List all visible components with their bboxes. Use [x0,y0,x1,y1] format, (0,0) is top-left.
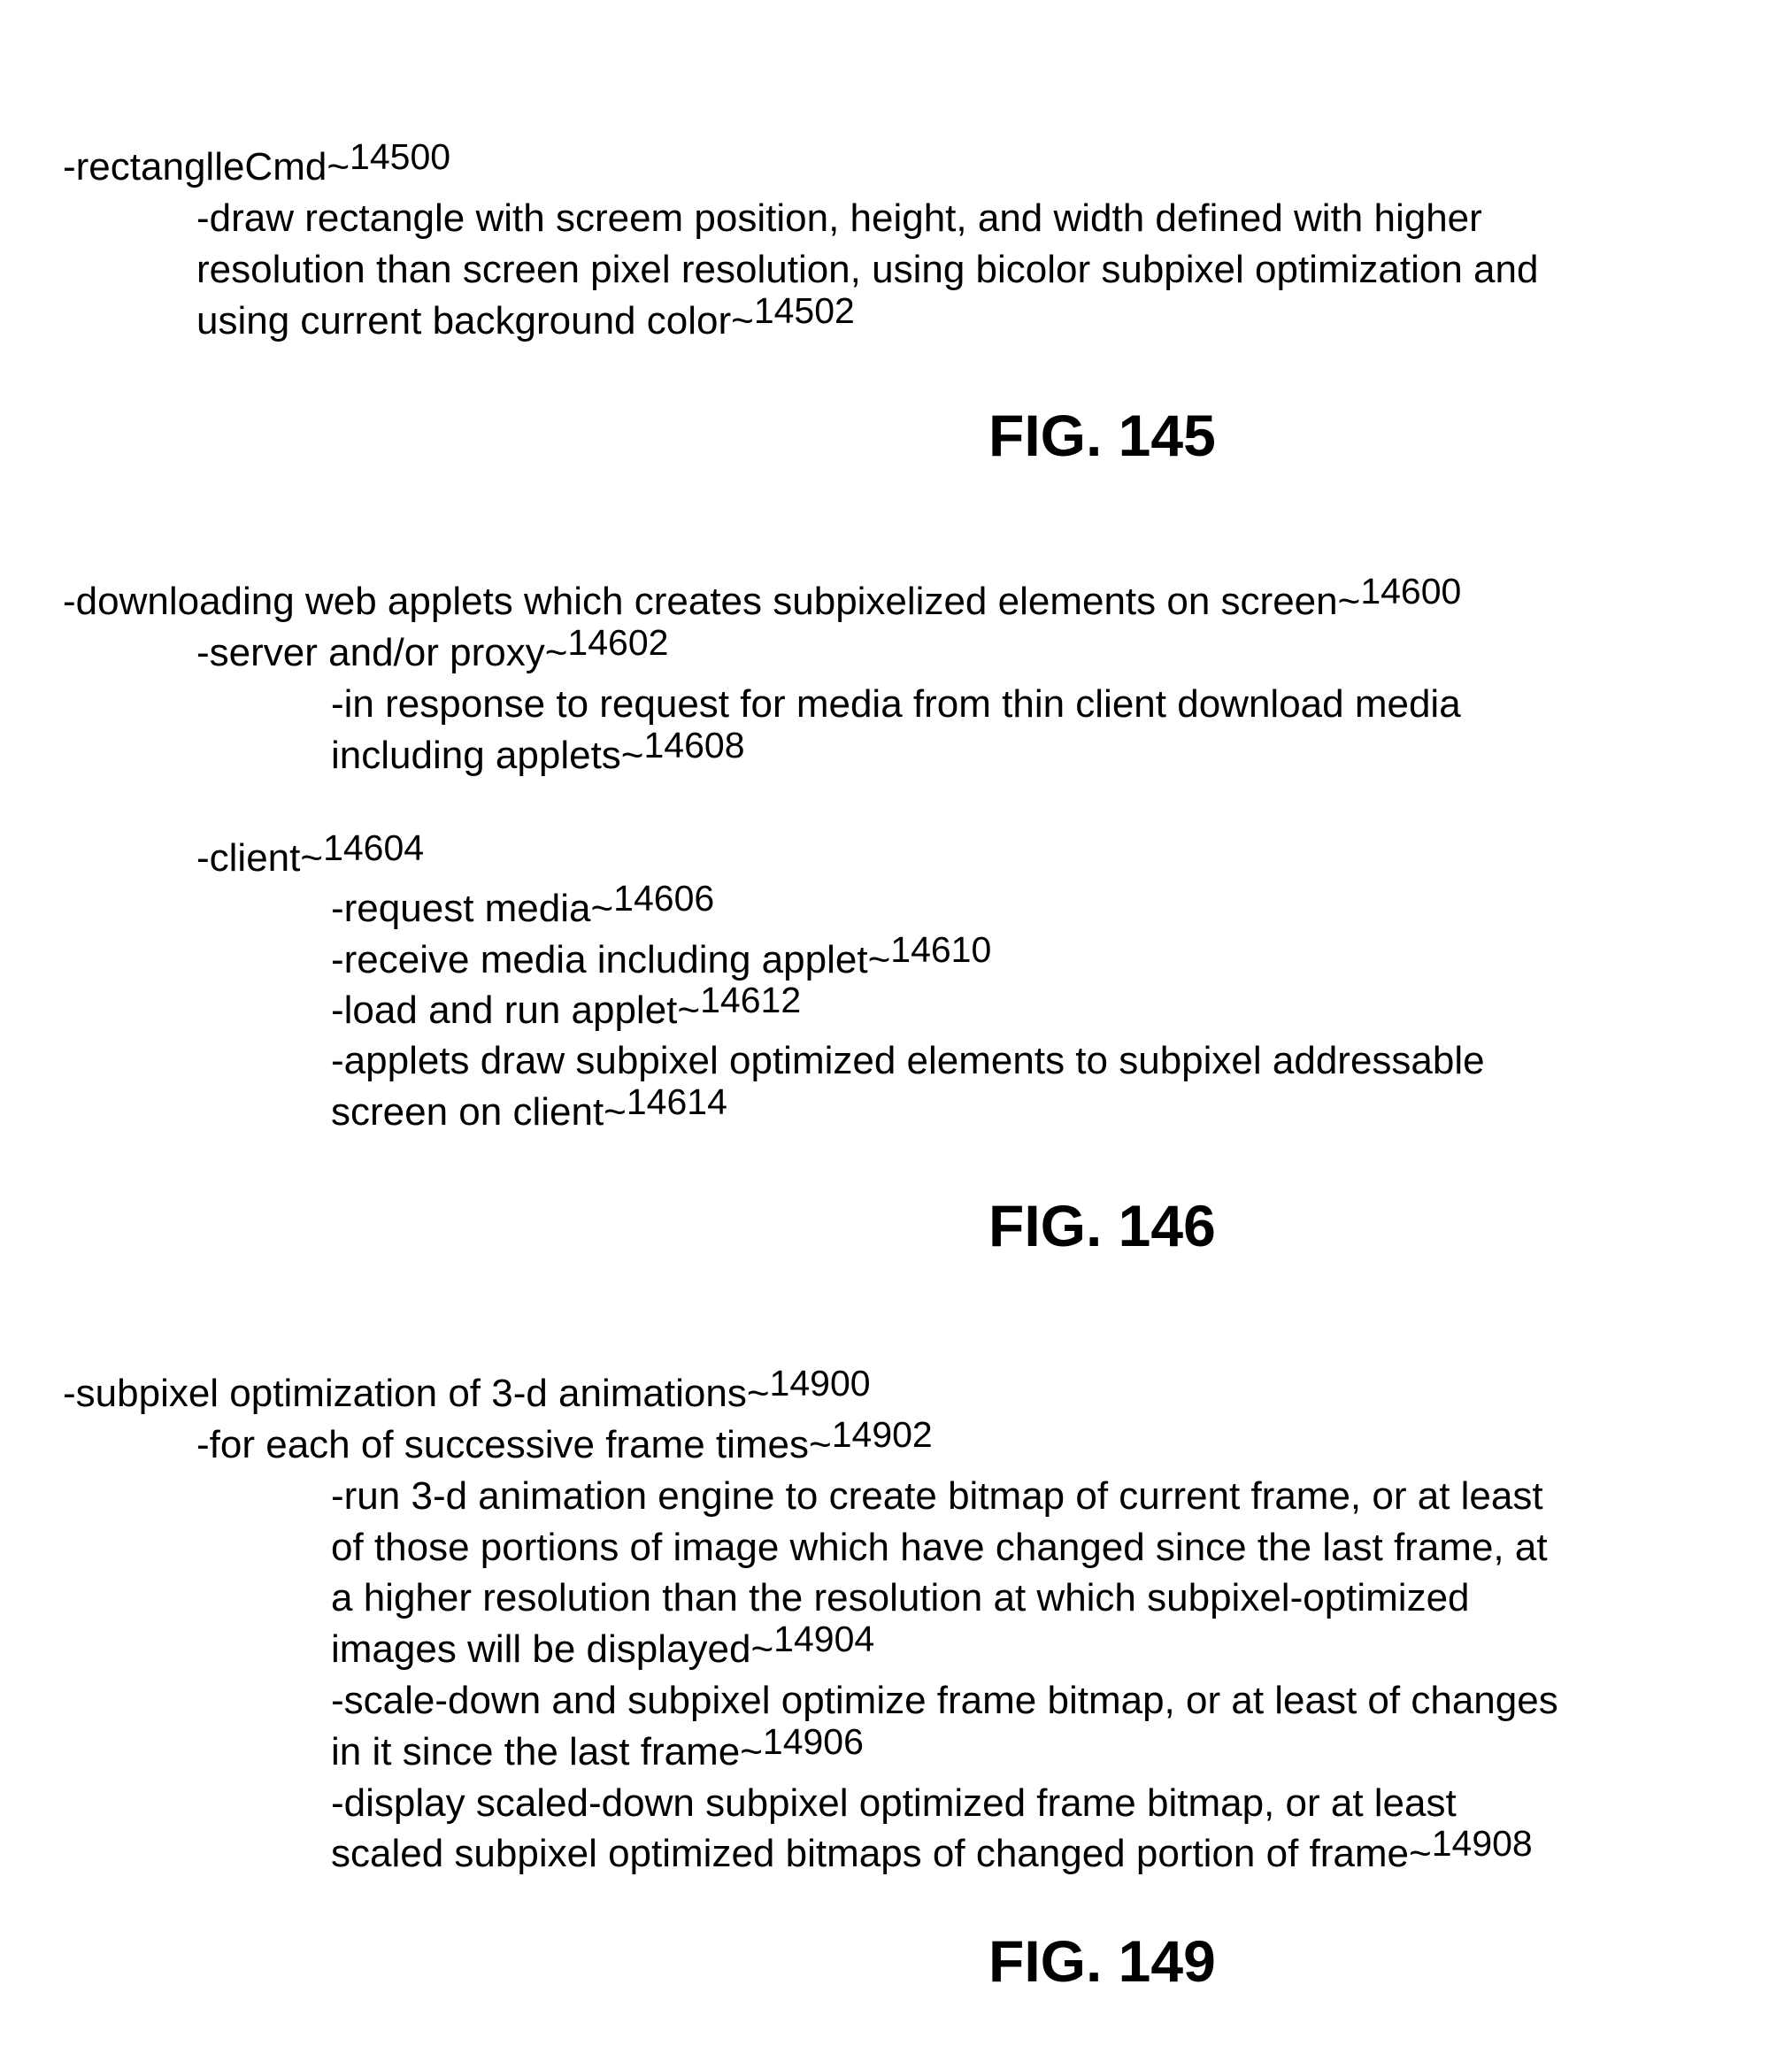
line-text: -rectanglleCmd~ [63,145,350,188]
line-text: -in response to request for media from thin client download media [331,682,1461,726]
line-text: -scale-down and subpixel optimize frame bitmap, or at least of changes [331,1679,1558,1722]
line-text: -server and/or proxy~ [196,631,568,674]
fig149-line-10 [331,1823,1533,1880]
line-text: screen on client~ [331,1090,627,1134]
reference-number: 14612 [700,980,802,1020]
line-text: of those portions of image which have changed since the last frame, at [331,1526,1548,1569]
line-text: using current background color~ [196,299,754,342]
fig149-line-6 [331,1619,875,1675]
line-text: -client~ [196,836,324,880]
reference-number: 14608 [643,725,745,765]
fig146-line-8 [331,980,802,1036]
reference-number: 14604 [323,827,425,868]
fig146-line-7 [331,929,992,986]
fig146-caption: FIG. 146 [988,1193,1216,1258]
reference-number: 14602 [567,622,669,663]
fig145-line-1 [63,136,451,193]
fig146-line-4 [331,725,745,781]
line-text: -receive media including applet~ [331,938,891,981]
reference-number: 14900 [769,1363,871,1404]
line-text: -applets draw subpixel optimized elements to subpixel addressable [331,1039,1485,1082]
fig146-line-6 [331,878,715,935]
line-text: -downloading web applets which creates subpixelized elements on screen~ [63,580,1361,623]
line-text: including applets~ [331,734,644,777]
line-text: -load and run applet~ [331,988,701,1032]
fig146-line-3 [331,679,1461,730]
fig146-line-9 [331,1035,1485,1087]
line-text: a higher resolution than the resolution at which subpixel-optimized [331,1576,1470,1619]
reference-number: 14902 [831,1414,933,1455]
line-text: in it since the last frame~ [331,1730,763,1773]
fig146-line-5 [196,827,425,884]
line-text: images will be displayed~ [331,1627,774,1671]
reference-number: 14600 [1360,571,1462,611]
reference-number: 14906 [762,1721,864,1762]
fig149-line-1 [63,1363,871,1419]
fig146-line-10 [331,1081,727,1138]
fig149-line-3 [331,1471,1543,1522]
reference-number: 14908 [1431,1823,1533,1864]
fig149-line-5 [331,1573,1470,1624]
reference-number: 14606 [613,878,715,919]
reference-number: 14500 [350,136,451,177]
line-text: -run 3-d animation engine to create bitmap of current frame, or at least [331,1474,1543,1518]
fig149-line-9 [331,1778,1457,1829]
reference-number: 14610 [890,929,992,970]
fig145-line-3 [196,244,1538,296]
reference-number: 14614 [626,1081,727,1122]
fig149-caption: FIG. 149 [988,1928,1216,1994]
line-text: -draw rectangle with screem position, height, and width defined with higher [196,196,1482,240]
line-text: -request media~ [331,887,614,930]
reference-number: 14502 [753,290,855,331]
fig145-line-4 [196,290,855,347]
fig149-line-8 [331,1721,864,1778]
fig146-line-1 [63,571,1462,627]
line-text: -subpixel optimization of 3-d animations~ [63,1372,770,1415]
line-text: -display scaled-down subpixel optimized frame bitmap, or at least [331,1781,1457,1825]
fig149-line-2 [196,1414,933,1471]
fig149-line-7 [331,1675,1558,1727]
line-text: scaled subpixel optimized bitmaps of changed portion of frame~ [331,1832,1432,1875]
fig145-line-2 [196,193,1482,244]
line-text: -for each of successive frame times~ [196,1423,832,1466]
line-text: resolution than screen pixel resolution, using bicolor subpixel optimization and [196,248,1539,291]
fig146-line-2 [196,622,669,679]
fig149-line-4 [331,1522,1548,1573]
reference-number: 14904 [773,1619,875,1659]
fig145-caption: FIG. 145 [988,403,1216,468]
